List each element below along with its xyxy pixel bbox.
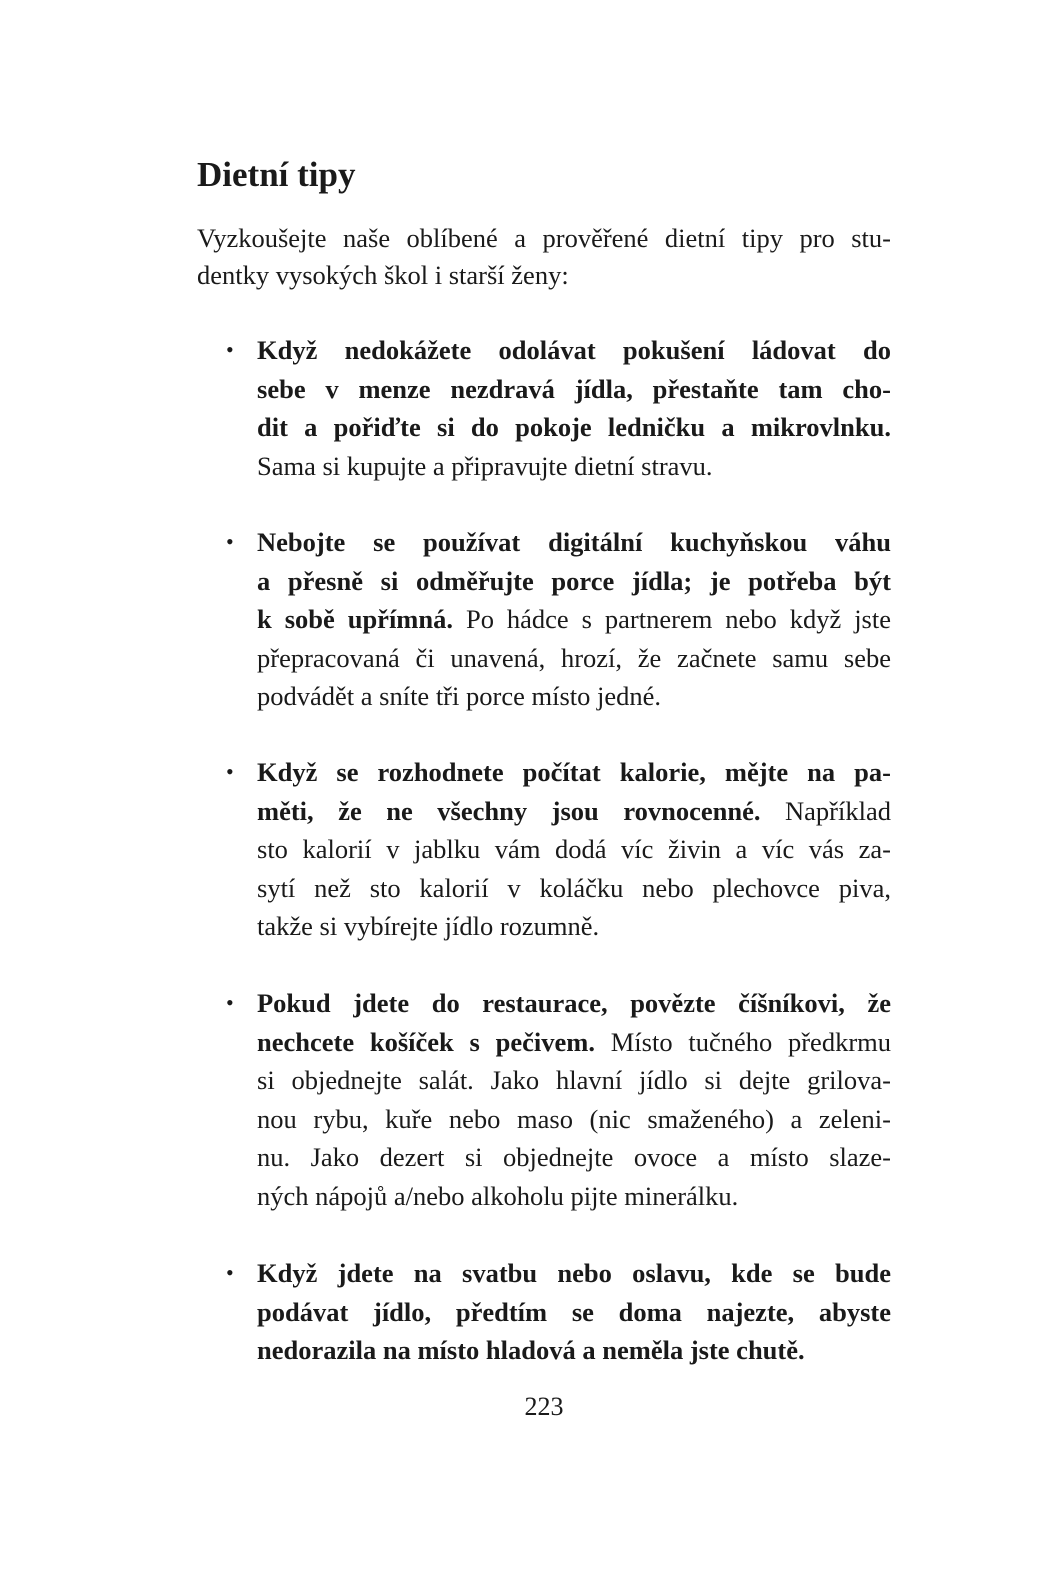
- tip-line: [257, 1062, 891, 1098]
- tip-emphasis: Nebojte se používat digitální kuchyňskou váhu: [257, 527, 891, 557]
- tip-emphasis: Když nedokážete odolávat pokušení ládovat do: [257, 335, 891, 365]
- bullet-icon: •: [226, 759, 234, 784]
- tip-line: [257, 1178, 891, 1214]
- tip-emphasis: Když se rozhodnete počítat kalorie, mějte na pa-: [257, 757, 891, 787]
- bullet-icon: •: [226, 990, 234, 1015]
- tip-text: Místo tučného předkrmu: [594, 1026, 892, 1057]
- bullet-icon: •: [226, 337, 234, 362]
- intro-line: Vyzkoušejte naše oblíbené a prověřené dietní tipy pro stu-: [197, 223, 891, 253]
- tip-line: [257, 1332, 891, 1368]
- tip-emphasis: a přesně si odměřujte porce jídla; je potřeba být: [257, 565, 891, 596]
- tip-line: [257, 831, 891, 867]
- intro-line: dentky vysokých škol i starší ženy:: [197, 260, 569, 290]
- tip-line: [257, 870, 891, 906]
- tip-line: [257, 985, 891, 1021]
- tip-emphasis: Pokud jdete do restaurace, povězte číšníkovi, že: [257, 988, 891, 1018]
- tip-emphasis: měti, že ne všechny jsou rovnocenné.: [257, 795, 761, 826]
- tip-line: [257, 524, 891, 560]
- tip-line: [257, 563, 891, 599]
- bullet-icon: •: [226, 1260, 234, 1285]
- tip-line: [257, 1139, 891, 1175]
- tip-text: Například: [760, 795, 891, 826]
- page-title: Dietní tipy: [197, 155, 356, 194]
- tip-emphasis: Když jdete na svatbu nebo oslavu, kde se bude: [257, 1258, 891, 1288]
- tip-text: Po hádce s partnerem nebo když jste: [453, 604, 891, 635]
- tip-emphasis: k sobě upřímná.: [257, 604, 453, 635]
- tip-emphasis: nedorazila na místo hladová a neměla jste chutě.: [257, 1335, 805, 1366]
- tip-text: si objednejte salát. Jako hlavní jídlo si dejte grilova-: [257, 1065, 891, 1096]
- tip-line: [257, 908, 891, 944]
- tip-emphasis: dit a pořiďte si do pokoje ledničku a mikrovlnku.: [257, 412, 891, 443]
- tip-emphasis: sebe v menze nezdravá jídla, přestaňte tam cho-: [257, 373, 891, 404]
- page-number: 223: [524, 1392, 564, 1421]
- tip-emphasis: podávat jídlo, předtím se doma najezte, abyste: [257, 1296, 891, 1327]
- tip-text: Sama si kupujte a připravujte dietní stravu.: [257, 450, 713, 481]
- tip-line: [257, 793, 891, 829]
- tip-text: přepracovaná či unavená, hrozí, že začnete samu sebe: [257, 642, 891, 673]
- tip-line: [257, 1294, 891, 1330]
- tip-line: [257, 601, 891, 637]
- tip-text: sytí než sto kalorií v koláčku nebo plechovce piva,: [257, 872, 891, 903]
- tip-line: [257, 409, 891, 445]
- tip-text: takže si vybírejte jídlo rozumně.: [257, 911, 600, 942]
- tip-line: [257, 678, 891, 714]
- tip-line: [257, 332, 891, 368]
- tip-text: nou rybu, kuře nebo maso (nic smaženého) a zeleni-: [257, 1103, 891, 1134]
- tip-line: [257, 371, 891, 407]
- tip-text: ných nápojů a/nebo alkoholu pijte minerálku.: [257, 1181, 739, 1211]
- tip-text: nu. Jako dezert si objednejte ovoce a místo slaze-: [257, 1142, 891, 1173]
- tip-line: [257, 448, 891, 484]
- tip-text: sto kalorií v jablku vám dodá víc živin a víc vás za-: [257, 834, 891, 865]
- tip-line: [257, 754, 891, 790]
- tip-line: [257, 640, 891, 676]
- bullet-icon: •: [226, 529, 234, 554]
- tip-emphasis: nechcete košíček s pečivem.: [257, 1026, 595, 1057]
- tip-line: [257, 1101, 891, 1137]
- tip-line: [257, 1255, 891, 1291]
- tip-text: podvádět a sníte tři porce místo jedné.: [257, 681, 662, 712]
- tip-line: [257, 1024, 891, 1060]
